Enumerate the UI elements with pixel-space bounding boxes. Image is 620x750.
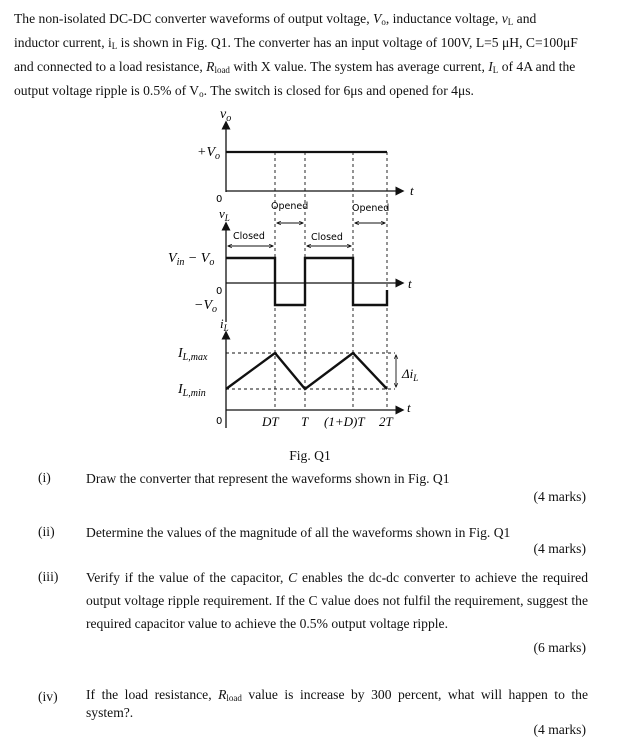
question-ii-text: Determine the values of the magnitude of all the waveforms shown in Fig. Q1 [86, 525, 511, 540]
vl-plot [168, 201, 412, 322]
question-number-i: (i) [38, 470, 51, 485]
vo-axis-label: $v_o$ [220, 107, 232, 124]
t-label-2: t [408, 276, 412, 291]
question-ii-marks: (4 marks) [533, 541, 586, 556]
vl-waveform [226, 258, 387, 305]
zero-label-3: 0 [216, 416, 223, 427]
question-iii-marks: (6 marks) [533, 640, 586, 655]
il-plot [177, 316, 418, 429]
ilmax-label: $I_{L,max}$ [178, 346, 208, 363]
question-iv-text: If the load resistance, $R_{load}$ value is increase by 300 percent, what will happen to the system?. [86, 687, 588, 720]
question-i-marks: (4 marks) [533, 489, 586, 504]
tick-2t: 2T [379, 414, 393, 429]
question-i-text: Draw the converter that represent the waveforms shown in Fig. Q1 [86, 471, 450, 486]
intro-line-3: and connected to a load resistance, $R_{load}$ with X value. The system has average current, $I_L$ of 4A and the [14, 59, 576, 75]
tick-t: T [301, 414, 309, 429]
tick-dt: DT [262, 414, 279, 429]
il-waveform [226, 353, 387, 389]
delta-il-label: $\Delta i_L$ [402, 366, 419, 383]
vin-minus-vo-label: $V_{in} - V_o$ [168, 251, 215, 268]
neg-vo-label: $-V_o$ [194, 298, 217, 315]
zero-label-1: 0 [216, 194, 223, 205]
opened-label-2: Opened [352, 203, 390, 214]
question-number-iv: (iv) [38, 689, 58, 704]
closed-label-2: Closed [311, 232, 343, 243]
t-label-3: t [407, 400, 411, 415]
t-label-1: t [410, 183, 414, 198]
question-number-iii: (iii) [38, 569, 59, 584]
ilmin-label: $I_{L,min}$ [178, 382, 206, 399]
intro-line-4: output voltage ripple is 0.5% of $V_o$. The switch is closed for 6μs and opened for 4μs. [14, 83, 474, 99]
il-axis-label: $i_L$ [220, 316, 229, 333]
intro-line-2: inductor current, $i_L$ is shown in Fig. Q1. The converter has an input voltage of 100V, L=5 μH, C=100μF [14, 35, 578, 51]
plus-vo-label: $+V_o$ [197, 145, 220, 162]
figure-caption: Fig. Q1 [289, 448, 331, 463]
vl-axis-label: $v_L$ [219, 206, 230, 223]
question-iii-text: Verify if the value of the capacitor, C enables the dc-dc converter to achieve the required output voltage ripple requirement. If the C value does not fulfil the requirement, suggest the required capacitor value to achieve the 0.5% output voltage ripple. [86, 570, 589, 631]
closed-label-1: Closed [233, 231, 265, 242]
tick-1dt: (1+D)T [324, 414, 365, 429]
zero-label-2: 0 [216, 286, 223, 297]
opened-label-1: Opened [271, 201, 309, 212]
question-iv-marks: (4 marks) [533, 722, 586, 737]
question-number-ii: (ii) [38, 524, 55, 539]
vo-plot [197, 107, 414, 205]
intro-line-1: The non-isolated DC-DC converter waveforms of output voltage, $V_o$, inductance voltage, $v_L$ and [14, 11, 537, 27]
